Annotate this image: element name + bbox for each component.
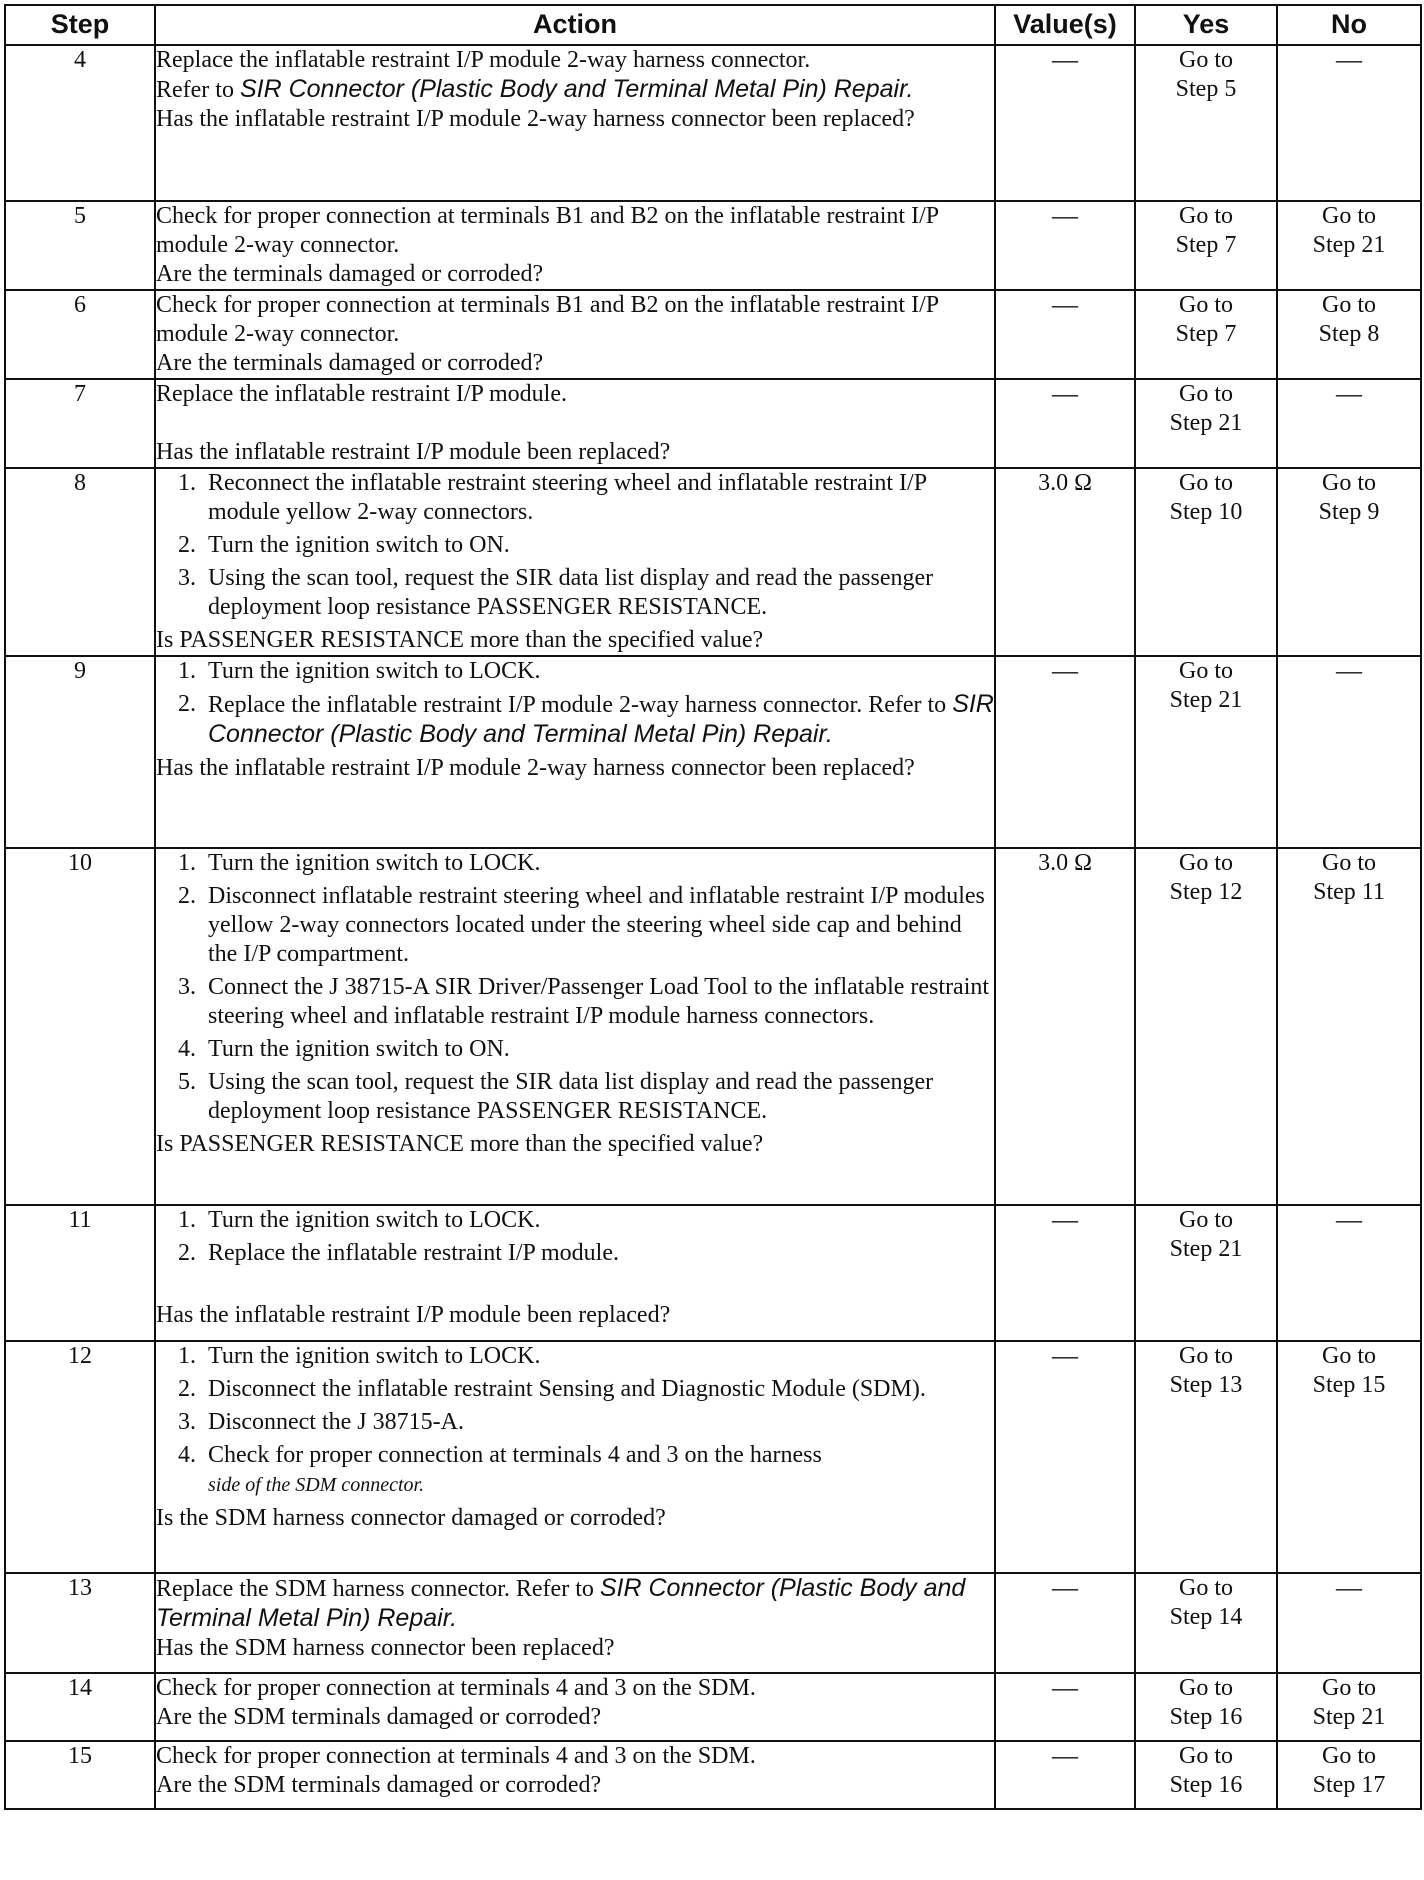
action-cell bbox=[155, 201, 995, 290]
no-cell: — bbox=[1277, 656, 1421, 848]
list-item: 1. Turn the ignition switch to LOCK. bbox=[178, 1207, 541, 1233]
action-question: Are the SDM terminals damaged or corroded? bbox=[156, 1772, 602, 1798]
yes-cell: Go to Step 10 bbox=[1135, 468, 1277, 656]
no-cell: — bbox=[1277, 379, 1421, 468]
repair-reference: SIR Connector (Plastic Body and Terminal Metal Pin) Repair. bbox=[156, 1574, 966, 1632]
action-text: Replace the inflatable restraint I/P module 2-way harness connector. bbox=[156, 47, 811, 73]
action-text: Replace the inflatable restraint I/P module. bbox=[156, 381, 567, 407]
value-cell: 3.0 Ω bbox=[995, 848, 1135, 1205]
numbered-steps bbox=[156, 849, 994, 1126]
list-item: 2. Disconnect the inflatable restraint Sensing and Diagnostic Module (SDM). bbox=[178, 1376, 926, 1402]
action-text: Replace the SDM harness connector. Refer to bbox=[156, 1576, 600, 1602]
action-cell bbox=[155, 45, 995, 201]
list-item: 2. Replace the inflatable restraint I/P module. bbox=[178, 1240, 619, 1266]
action-question: Has the inflatable restraint I/P module 2-way harness connector been replaced? bbox=[156, 106, 915, 132]
numbered-steps bbox=[156, 1206, 994, 1268]
no-cell: Go to Step 21 bbox=[1277, 1673, 1421, 1741]
step-number: 9 bbox=[5, 656, 155, 848]
list-item: 4. Check for proper connection at terminals 4 and 3 on the harness side of the SDM connector. bbox=[178, 1442, 822, 1496]
header-action: Action bbox=[155, 5, 995, 45]
numbered-steps bbox=[156, 657, 994, 750]
step-number: 11 bbox=[5, 1205, 155, 1341]
step-number: 14 bbox=[5, 1673, 155, 1741]
step-number: 6 bbox=[5, 290, 155, 379]
action-question: Has the SDM harness connector been replaced? bbox=[156, 1635, 615, 1661]
action-question: Is PASSENGER RESISTANCE more than the specified value? bbox=[156, 627, 764, 653]
diagnostic-table bbox=[4, 4, 1422, 1810]
step-number: 4 bbox=[5, 45, 155, 201]
yes-cell: Go to Step 5 bbox=[1135, 45, 1277, 201]
value-cell: — bbox=[995, 290, 1135, 379]
table-row bbox=[5, 1741, 1421, 1809]
yes-cell: Go to Step 14 bbox=[1135, 1573, 1277, 1673]
list-item: 1. Turn the ignition switch to LOCK. bbox=[178, 658, 541, 684]
table-row bbox=[5, 290, 1421, 379]
table-row bbox=[5, 45, 1421, 201]
numbered-steps bbox=[156, 1342, 994, 1500]
value-cell: — bbox=[995, 1673, 1135, 1741]
step-number: 8 bbox=[5, 468, 155, 656]
action-cell bbox=[155, 1205, 995, 1341]
header-no: No bbox=[1277, 5, 1421, 45]
no-cell: Go to Step 17 bbox=[1277, 1741, 1421, 1809]
action-cell bbox=[155, 656, 995, 848]
action-question: Has the inflatable restraint I/P module 2-way harness connector been replaced? bbox=[156, 755, 915, 781]
value-cell: — bbox=[995, 1573, 1135, 1673]
list-item: 5. Using the scan tool, request the SIR data list display and read the passenger deployment loop resistance PASSENGER RESISTANCE. bbox=[178, 1069, 934, 1124]
no-cell: — bbox=[1277, 45, 1421, 201]
action-cell bbox=[155, 1341, 995, 1573]
list-item: 3. Disconnect the J 38715-A. bbox=[178, 1409, 464, 1435]
table-row bbox=[5, 468, 1421, 656]
list-item: 2. Replace the inflatable restraint I/P module 2-way harness connector. Refer to SIR Connector (Plastic Body and Terminal Metal Pin) Repair. bbox=[178, 690, 994, 748]
action-cell bbox=[155, 379, 995, 468]
action-question: Are the terminals damaged or corroded? bbox=[156, 350, 544, 376]
table-row bbox=[5, 379, 1421, 468]
table-row bbox=[5, 1673, 1421, 1741]
action-text: Check for proper connection at terminals 4 and 3 on the SDM. bbox=[156, 1675, 756, 1701]
value-cell: — bbox=[995, 201, 1135, 290]
yes-cell: Go to Step 7 bbox=[1135, 201, 1277, 290]
yes-cell: Go to Step 7 bbox=[1135, 290, 1277, 379]
list-item: 2. Disconnect inflatable restraint steering wheel and inflatable restraint I/P modules yellow 2-way connectors located under the steering wheel side cap and behind the I/P compartment. bbox=[178, 883, 985, 967]
yes-cell: Go to Step 16 bbox=[1135, 1673, 1277, 1741]
header-yes: Yes bbox=[1135, 5, 1277, 45]
action-question: Has the inflatable restraint I/P module been replaced? bbox=[156, 1302, 671, 1328]
yes-cell: Go to Step 21 bbox=[1135, 379, 1277, 468]
table-row bbox=[5, 1573, 1421, 1673]
value-cell: — bbox=[995, 1741, 1135, 1809]
action-cell bbox=[155, 468, 995, 656]
action-cell bbox=[155, 848, 995, 1205]
action-question: Has the inflatable restraint I/P module been replaced? bbox=[156, 439, 671, 465]
action-cell bbox=[155, 1673, 995, 1741]
no-cell: Go to Step 9 bbox=[1277, 468, 1421, 656]
value-cell: — bbox=[995, 379, 1135, 468]
yes-cell: Go to Step 13 bbox=[1135, 1341, 1277, 1573]
no-cell: Go to Step 15 bbox=[1277, 1341, 1421, 1573]
table-row bbox=[5, 1205, 1421, 1341]
table-row bbox=[5, 656, 1421, 848]
step-number: 10 bbox=[5, 848, 155, 1205]
value-cell: — bbox=[995, 45, 1135, 201]
list-item: 4. Turn the ignition switch to ON. bbox=[178, 1036, 510, 1062]
action-question: Is PASSENGER RESISTANCE more than the specified value? bbox=[156, 1131, 764, 1157]
yes-cell: Go to Step 21 bbox=[1135, 656, 1277, 848]
step-number: 7 bbox=[5, 379, 155, 468]
repair-reference: SIR Connector (Plastic Body and Terminal Metal Pin) Repair. bbox=[239, 75, 914, 103]
value-cell: — bbox=[995, 1341, 1135, 1573]
value-cell: — bbox=[995, 656, 1135, 848]
table-row bbox=[5, 201, 1421, 290]
step-number: 15 bbox=[5, 1741, 155, 1809]
list-item: 1. Turn the ignition switch to LOCK. bbox=[178, 1343, 541, 1369]
no-cell: Go to Step 8 bbox=[1277, 290, 1421, 379]
action-cell bbox=[155, 1573, 995, 1673]
repair-reference: SIR Connector (Plastic Body and Terminal Metal Pin) Repair. bbox=[208, 690, 994, 748]
action-question: Are the SDM terminals damaged or corroded? bbox=[156, 1704, 602, 1730]
action-text: Check for proper connection at terminals 4 and 3 on the SDM. bbox=[156, 1743, 756, 1769]
value-cell: — bbox=[995, 1205, 1135, 1341]
yes-cell: Go to Step 21 bbox=[1135, 1205, 1277, 1341]
list-item: 1. Reconnect the inflatable restraint steering wheel and inflatable restraint I/P module yellow 2-way connectors. bbox=[178, 470, 927, 525]
list-item: 1. Turn the ignition switch to LOCK. bbox=[178, 850, 541, 876]
header-step: Step bbox=[5, 5, 155, 45]
action-question: Are the terminals damaged or corroded? bbox=[156, 261, 544, 287]
action-text: Check for proper connection at terminals B1 and B2 on the inflatable restraint I/P module 2-way connector. bbox=[156, 203, 939, 258]
refer-to-text: Refer to bbox=[156, 77, 240, 103]
no-cell: Go to Step 21 bbox=[1277, 201, 1421, 290]
yes-cell: Go to Step 16 bbox=[1135, 1741, 1277, 1809]
action-cell bbox=[155, 290, 995, 379]
list-item: 3. Using the scan tool, request the SIR data list display and read the passenger deployment loop resistance PASSENGER RESISTANCE. bbox=[178, 565, 934, 620]
numbered-steps bbox=[156, 469, 994, 622]
list-item: 3. Connect the J 38715-A SIR Driver/Passenger Load Tool to the inflatable restraint steering wheel and inflatable restraint I/P module harness connectors. bbox=[178, 974, 990, 1029]
header-row bbox=[5, 5, 1421, 45]
step-number: 13 bbox=[5, 1573, 155, 1673]
no-cell: — bbox=[1277, 1573, 1421, 1673]
yes-cell: Go to Step 12 bbox=[1135, 848, 1277, 1205]
list-item: 2. Turn the ignition switch to ON. bbox=[178, 532, 510, 558]
action-question: Is the SDM harness connector damaged or corroded? bbox=[156, 1505, 666, 1531]
no-cell: Go to Step 11 bbox=[1277, 848, 1421, 1205]
table-row bbox=[5, 1341, 1421, 1573]
step-number: 5 bbox=[5, 201, 155, 290]
step-number: 12 bbox=[5, 1341, 155, 1573]
action-cell bbox=[155, 1741, 995, 1809]
no-cell: — bbox=[1277, 1205, 1421, 1341]
value-cell: 3.0 Ω bbox=[995, 468, 1135, 656]
action-text: Check for proper connection at terminals B1 and B2 on the inflatable restraint I/P module 2-way connector. bbox=[156, 292, 939, 347]
table-row bbox=[5, 848, 1421, 1205]
header-values: Value(s) bbox=[995, 5, 1135, 45]
